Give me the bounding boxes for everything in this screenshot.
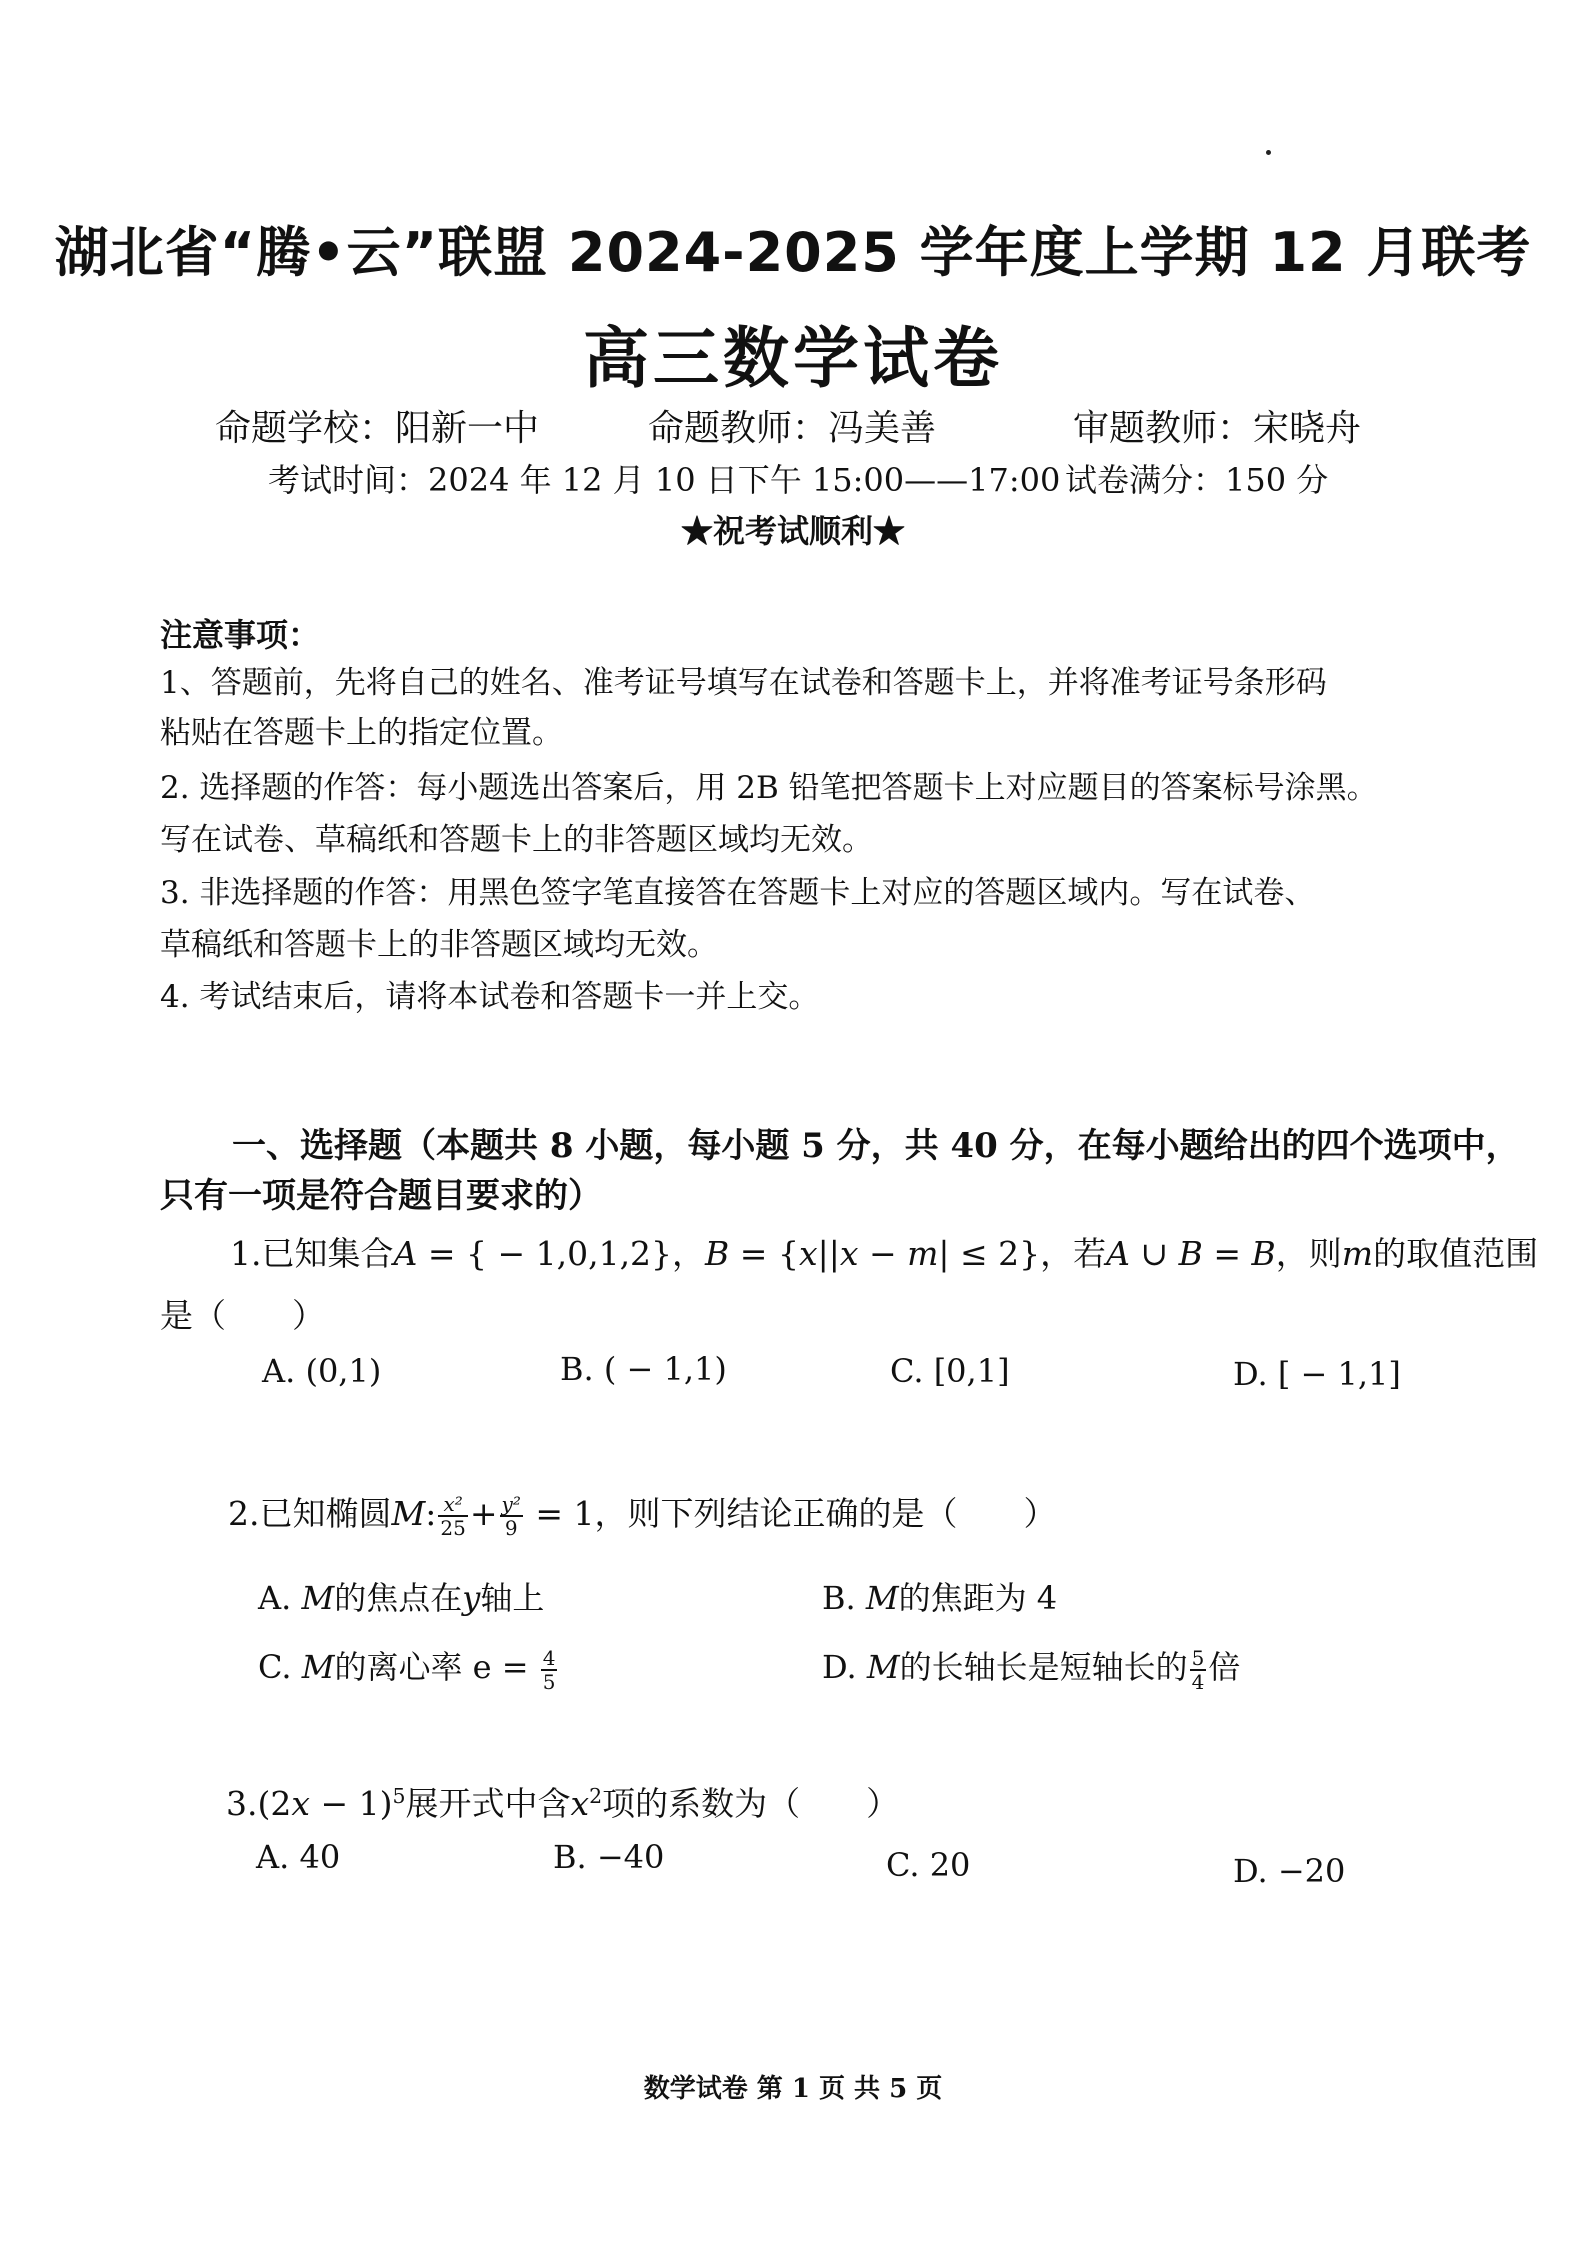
- scan-speck: [1266, 150, 1271, 155]
- q1-option-b: B. ( − 1,1): [560, 1350, 727, 1388]
- notice-line: 2. 选择题的作答：每小题选出答案后，用 2B 铅笔把答题卡上对应题目的答案标号涂黑。: [160, 770, 1378, 806]
- notice-line: 粘贴在答题卡上的指定位置。: [160, 715, 563, 751]
- q3-option-c: C. 20: [886, 1846, 971, 1884]
- fraction: $\frac{4}{5}$: [542, 1645, 556, 1694]
- notice-line: 4. 考试结束后，请将本试卷和答题卡一并上交。: [160, 979, 820, 1015]
- question-2-stem: 2.已知椭圆M: $\frac{\text{x²}}{25}$ + $\frac{\text{y²}}{9}$ = 1，则下列结论正确的是（ ）: [228, 1492, 1057, 1540]
- page-footer: 数学试卷 第 1 页 共 5 页: [643, 2074, 943, 2104]
- notice-line: 1、答题前，先将自己的姓名、准考证号填写在试卷和答题卡上，并将准考证号条形码: [160, 665, 1327, 701]
- setter-school: 命题学校：阳新一中: [215, 408, 540, 449]
- q1-option-d: D. [ − 1,1]: [1233, 1355, 1401, 1393]
- q2-option-a: A. M的焦点在y轴上: [258, 1579, 545, 1617]
- section-heading: 一、选择题（本题共 8 小题，每小题 5 分，共 40 分，在每小题给出的四个选项中，: [232, 1126, 1520, 1166]
- q1-option-a: A. (0,1): [262, 1352, 382, 1390]
- notice-heading: 注意事项：: [160, 616, 321, 654]
- fraction: $\frac{5}{4}$: [1191, 1645, 1205, 1694]
- notice-line: 3. 非选择题的作答：用黑色签字笔直接答在答题卡上对应的答题区域内。写在试卷、: [160, 875, 1316, 911]
- question-1-stem-cont: 是（ ）: [160, 1296, 325, 1335]
- q3-option-a: A. 40: [256, 1838, 341, 1876]
- exam-title: 湖北省“腾•云”联盟 2024-2025 学年度上学期 12 月联考: [54, 221, 1532, 284]
- reviewer-teacher: 审题教师：宋晓舟: [1073, 408, 1362, 449]
- fraction: $\frac{\text{x²}}{25}$: [440, 1492, 466, 1540]
- q2-option-c: C. M的离心率 e = $\frac{4}{5}$: [258, 1645, 556, 1694]
- section-heading-cont: 只有一项是符合题目要求的）: [160, 1176, 602, 1216]
- exam-time: 考试时间：2024 年 12 月 10 日下午 15:00——17:00: [268, 461, 1061, 499]
- exam-subtitle: 高三数学试卷: [583, 320, 1003, 397]
- fraction: $\frac{\text{y²}}{9}$: [501, 1492, 521, 1540]
- q3-option-d: D. −20: [1233, 1852, 1346, 1890]
- q1-option-c: C. [0,1]: [890, 1352, 1010, 1390]
- setter-teacher: 命题教师：冯美善: [648, 408, 937, 449]
- good-luck-line: ★祝考试顺利★: [680, 512, 905, 550]
- full-score: 试卷满分：150 分: [1065, 461, 1329, 499]
- question-3-stem: $3.(2x - 1)^5$展开式中含$x^2$项的系数为（ ）: [226, 1784, 900, 1823]
- q2-option-b: B. M的焦距为 4: [822, 1579, 1058, 1617]
- notice-line: 写在试卷、草稿纸和答题卡上的非答题区域均无效。: [160, 822, 873, 858]
- notice-line: 草稿纸和答题卡上的非答题区域均无效。: [160, 927, 718, 963]
- question-1-stem: 1.已知集合A = { − 1,0,1,2}，B = {x||x − m| ≤ 2}，若A ∪ B = B，则m的取值范围: [230, 1234, 1539, 1273]
- q3-option-b: B. −40: [553, 1838, 665, 1876]
- q2-option-d: D. M的长轴长是短轴长的 $\frac{5}{4}$ 倍: [822, 1645, 1241, 1694]
